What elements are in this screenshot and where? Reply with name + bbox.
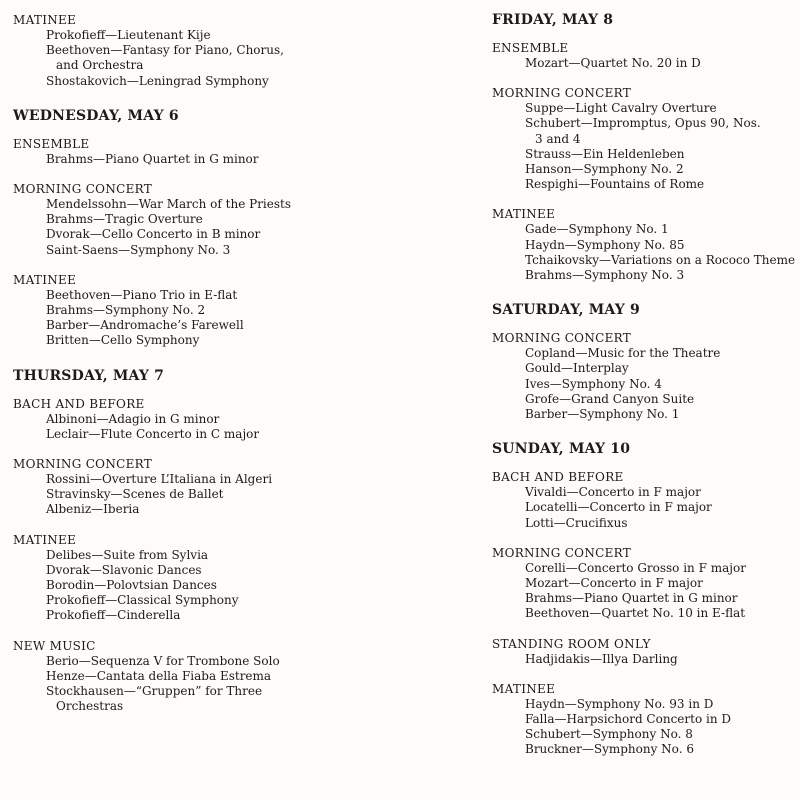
morning-concert-section: [13, 457, 403, 518]
program-item: Dvorak—Cello Concerto in B minor: [46, 227, 261, 242]
section-title: NEW MUSIC: [13, 638, 96, 653]
program-item: Falla—Harpsichord Concerto in D: [525, 712, 731, 727]
program-item: Beethoven—Piano Trio in E-flat: [46, 287, 238, 302]
section-title: MATINEE: [13, 532, 77, 547]
program-list: [492, 101, 792, 192]
bach-and-before-section: [13, 397, 403, 442]
program-item: Albeniz—Iberia: [46, 502, 140, 517]
program-list: [13, 548, 403, 624]
program-list: [492, 346, 792, 422]
program-item: Mendelssohn—War March of the Priests: [46, 197, 292, 212]
program-item: Mozart—Concerto in F major: [525, 576, 703, 591]
program-item: Delibes—Suite from Sylvia: [46, 547, 209, 562]
matinee-section: [13, 273, 403, 349]
program-item-text: Stockhausen—“Gruppen” for Three: [46, 684, 263, 699]
morning-concert-section: [492, 331, 792, 422]
program-item: Lotti—Crucifixus: [525, 515, 628, 530]
ensemble-section: [13, 137, 403, 167]
program-item: [492, 116, 792, 146]
day-heading-thursday: THURSDAY, MAY 7: [13, 367, 165, 384]
program-item: Corelli—Concerto Grosso in F major: [525, 560, 746, 575]
matinee-section: [13, 13, 403, 89]
right-column: [492, 0, 796, 758]
program-item: Brahms—Symphony No. 3: [525, 268, 685, 283]
section-title: MORNING CONCERT: [13, 182, 153, 197]
program-item: Grofe—Grand Canyon Suite: [525, 391, 695, 406]
program-list: [13, 152, 403, 167]
matinee-section: [492, 682, 792, 758]
program-item: Gade—Symphony No. 1: [525, 222, 669, 237]
program-item: Brahms—Piano Quartet in G minor: [525, 591, 738, 606]
section-title: BACH AND BEFORE: [492, 470, 624, 485]
program-item: Brahms—Tragic Overture: [46, 212, 203, 227]
section-title: BACH AND BEFORE: [13, 396, 145, 411]
program-item: Schubert—Symphony No. 8: [525, 727, 693, 742]
standing-room-only-section: [492, 637, 792, 667]
program-list: [13, 412, 403, 442]
program-list: [492, 485, 792, 531]
program-item: Berio—Sequenza V for Trombone Solo: [46, 653, 280, 668]
program-item: Prokofieff—Cinderella: [46, 608, 181, 623]
matinee-section: [492, 207, 796, 283]
day-heading-wednesday: WEDNESDAY, MAY 6: [13, 107, 179, 124]
program-item-text: Schubert—Impromptus, Opus 90, Nos.: [525, 116, 761, 131]
section-title: MATINEE: [492, 681, 556, 696]
section-title: MORNING CONCERT: [13, 457, 153, 472]
program-list: [492, 697, 792, 758]
day-heading-friday: FRIDAY, MAY 8: [492, 12, 614, 28]
program-list: [492, 222, 796, 283]
section-title: MORNING CONCERT: [492, 86, 632, 101]
program-item: Barber—Andromache’s Farewell: [46, 318, 244, 333]
program-item-text: Beethoven—Fantasy for Piano, Chorus,: [46, 43, 284, 58]
program-item: Borodin—Polovtsian Dances: [46, 578, 217, 593]
program-item: Rossini—Overture L’Italiana in Algeri: [46, 472, 273, 487]
program-list: [492, 561, 792, 622]
program-list: [492, 56, 792, 71]
program-list: [13, 472, 403, 518]
program-list: [13, 654, 403, 715]
program-item-continuation: Orchestras: [56, 699, 124, 714]
program-item: Dvorak—Slavonic Dances: [46, 562, 202, 577]
program-item: Vivaldi—Concerto in F major: [525, 485, 701, 500]
program-item: Brahms—Piano Quartet in G minor: [46, 151, 259, 166]
program-list: [13, 197, 403, 258]
program-item: Hadjidakis—Illya Darling: [525, 651, 678, 666]
morning-concert-section: [492, 86, 792, 192]
program-item: Beethoven—Quartet No. 10 in E-flat: [525, 606, 746, 621]
left-column: [13, 0, 403, 714]
program-item: Strauss—Ein Heldenleben: [525, 146, 685, 161]
program-item: Brahms—Symphony No. 2: [46, 303, 206, 318]
section-title: MATINEE: [13, 272, 77, 287]
program-item: [13, 684, 403, 714]
matinee-section: [13, 533, 403, 624]
program-list: [13, 288, 403, 349]
ensemble-section: [492, 41, 792, 71]
program-item: Bruckner—Symphony No. 6: [525, 742, 694, 757]
program-item: [13, 43, 403, 73]
program-item: Britten—Cello Symphony: [46, 333, 200, 348]
program-item: Hanson—Symphony No. 2: [525, 162, 684, 177]
program-item: Haydn—Symphony No. 85: [525, 237, 685, 252]
section-title: ENSEMBLE: [13, 136, 90, 151]
program-item: Mozart—Quartet No. 20 in D: [525, 56, 701, 70]
day-heading-sunday: SUNDAY, MAY 10: [492, 441, 631, 458]
program-item: Shostakovich—Leningrad Symphony: [46, 73, 269, 88]
program-item: Albinoni—Adagio in G minor: [46, 411, 220, 426]
program-item: Copland—Music for the Theatre: [525, 346, 721, 361]
bach-and-before-section: [492, 470, 792, 531]
program-item: Locatelli—Concerto in F major: [525, 500, 712, 515]
section-title: STANDING ROOM ONLY: [492, 636, 651, 651]
program-list: [492, 652, 792, 667]
section-title: MORNING CONCERT: [492, 331, 632, 346]
program-item: Stravinsky—Scenes de Ballet: [46, 487, 224, 502]
program-item: Ives—Symphony No. 4: [525, 376, 662, 391]
program-item: Gould—Interplay: [525, 361, 629, 376]
section-title: MATINEE: [13, 13, 77, 27]
program-item: Leclair—Flute Concerto in C major: [46, 426, 260, 441]
section-title: ENSEMBLE: [492, 41, 569, 55]
section-title: MATINEE: [492, 207, 556, 222]
program-item: Suppe—Light Cavalry Overture: [525, 101, 717, 116]
morning-concert-section: [492, 546, 792, 622]
program-item: Barber—Symphony No. 1: [525, 407, 680, 422]
program-item: Prokofieff—Classical Symphony: [46, 593, 239, 608]
program-item: Tchaikovsky—Variations on a Rococo Theme: [525, 252, 796, 267]
program-item: Prokofieff—Lieutenant Kije: [46, 28, 211, 42]
section-title: MORNING CONCERT: [492, 545, 632, 560]
morning-concert-section: [13, 182, 403, 258]
program-item-continuation: and Orchestra: [56, 58, 144, 73]
program-list: [13, 28, 403, 89]
day-heading-saturday: SATURDAY, MAY 9: [492, 302, 640, 319]
program-item: Haydn—Symphony No. 93 in D: [525, 696, 714, 711]
program-item: Respighi—Fountains of Rome: [525, 177, 705, 192]
program-item: Henze—Cantata della Fiaba Estrema: [46, 668, 272, 683]
program-item: Saint-Saens—Symphony No. 3: [46, 242, 231, 257]
program-item-continuation: 3 and 4: [535, 131, 581, 146]
new-music-section: [13, 639, 403, 715]
